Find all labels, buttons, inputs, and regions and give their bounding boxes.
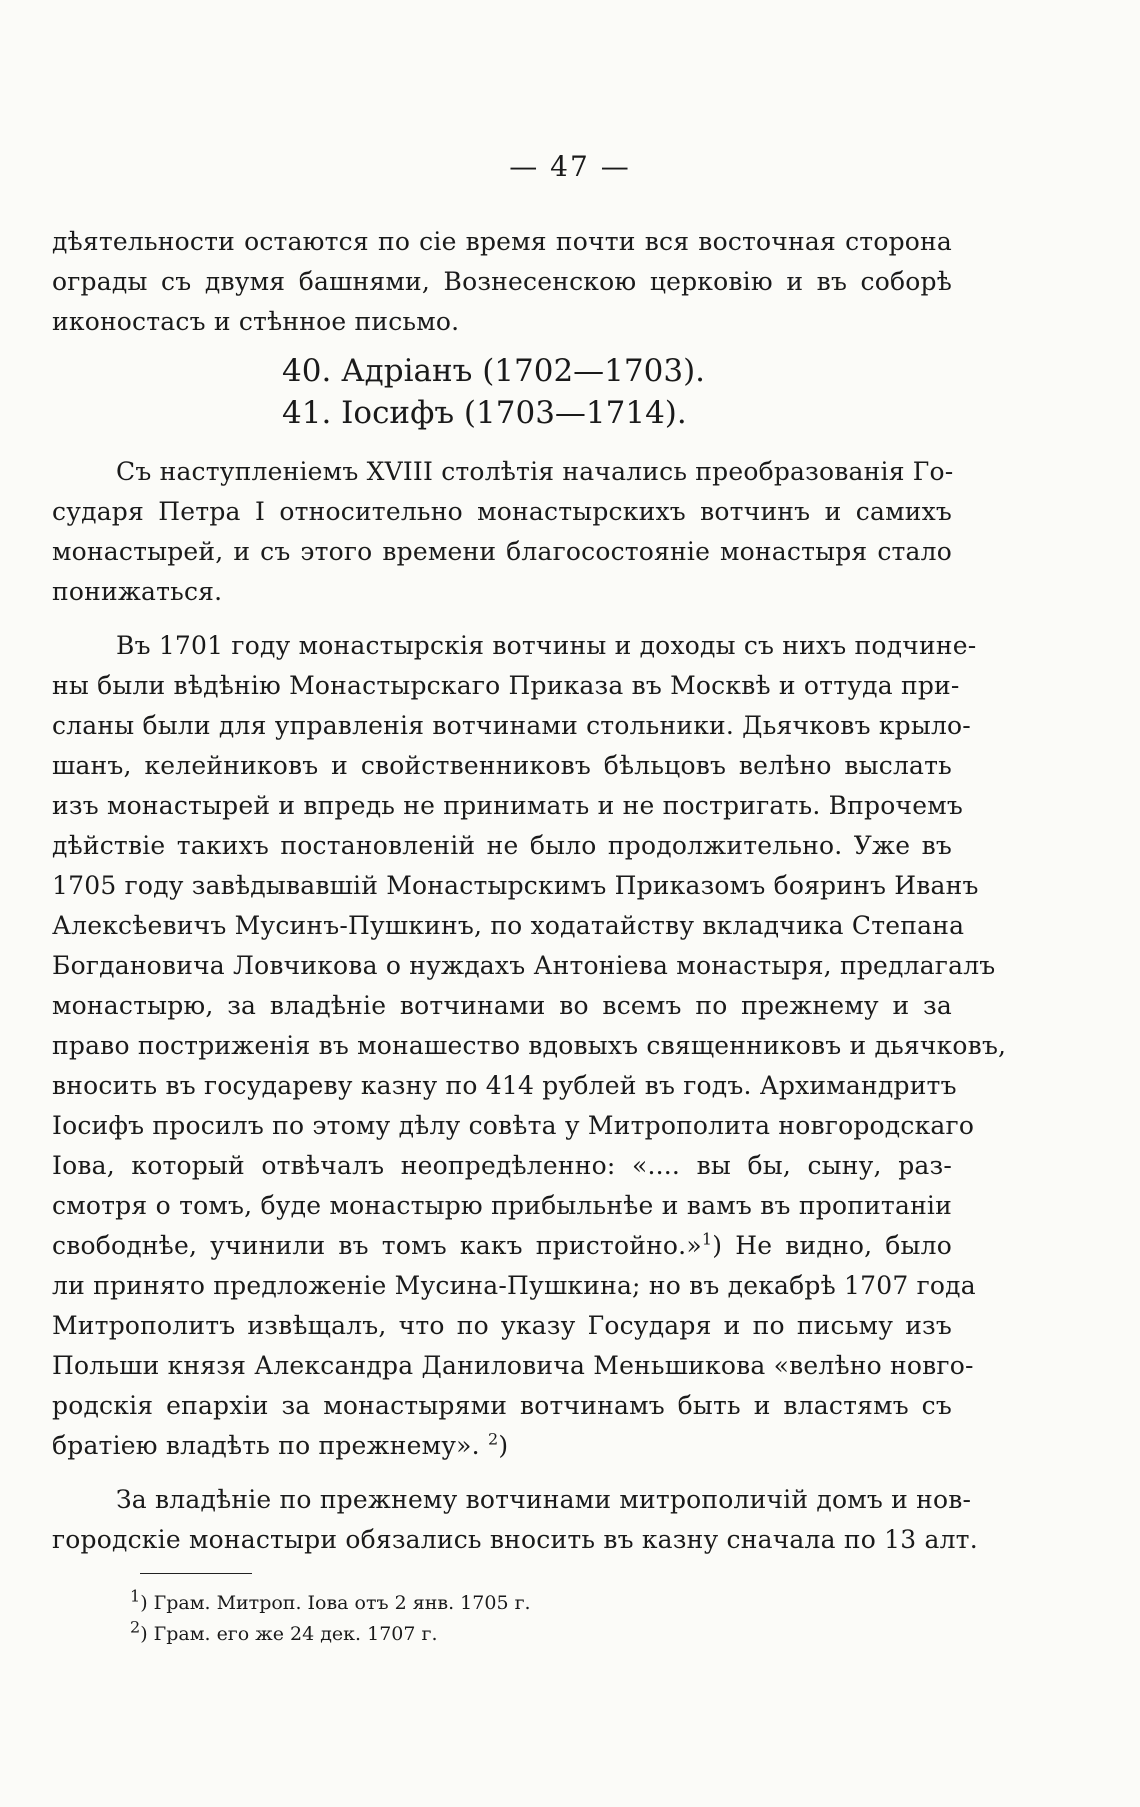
footnote-marker: 1 [701, 1229, 713, 1249]
text-line: понижаться. [52, 577, 223, 606]
text-line: монастырей, и съ этого времени благосостояніе монастыря стало [52, 537, 952, 566]
text-segment: ) [498, 1431, 509, 1460]
text-line: ны были вѣдѣнію Монастырскаго Приказа въ Москвѣ и оттуда при- [52, 671, 960, 700]
text-line: шанъ, келейниковъ и свойственниковъ бѣльцовъ велѣно выслать [52, 751, 952, 780]
footnote-1 [130, 1588, 531, 1619]
footnote-divider [140, 1573, 252, 1574]
footnote-text: ) Грам. Митроп. Іова отъ 2 янв. 1705 г. [140, 1592, 531, 1614]
text-line: Алексѣевичъ Мусинъ-Пушкинъ, по ходатайству вкладчика Степана [52, 911, 965, 940]
text-line: вносить въ государеву казну по 414 рублей въ годъ. Архимандритъ [52, 1071, 957, 1100]
text-line: 1705 году завѣдывавшій Монастырскимъ Приказомъ бояринъ Иванъ [52, 871, 979, 900]
text-line: За владѣніе по прежнему вотчинами митрополичій домъ и нов- [116, 1485, 972, 1514]
text-line: Польши князя Александра Даниловича Меньшикова «велѣно новго- [52, 1351, 974, 1380]
text-line-with-footnote [52, 1426, 952, 1466]
text-line: изъ монастырей и впредь не принимать и не постригать. Впрочемъ [52, 791, 963, 820]
footnote-marker: 1 [130, 1586, 141, 1606]
footnote-text: ) Грам. его же 24 дек. 1707 г. [140, 1623, 438, 1645]
text-segment: ) Не видно, было [712, 1231, 952, 1260]
footnote-marker: 2 [487, 1429, 499, 1449]
text-line: дѣйствіе такихъ постановленій не было продолжительно. Уже въ [52, 831, 952, 860]
footnote-marker: 2 [130, 1617, 141, 1637]
text-line: право постриженія въ монашество вдовыхъ священниковъ и дьячковъ, [52, 1031, 1007, 1060]
text-line: ограды съ двумя башнями, Вознесенскою церковію и въ соборѣ [52, 267, 952, 296]
text-line: городскіе монастыри обязались вносить въ казну сначала по 13 алт. [52, 1525, 978, 1554]
text-line: монастырю, за владѣніе вотчинами во всемъ по прежнему и за [52, 991, 952, 1020]
text-line: родскія епархіи за монастырями вотчинамъ быть и властямъ съ [52, 1391, 952, 1420]
text-line: иконостасъ и стѣнное письмо. [52, 307, 460, 336]
footnote-2 [130, 1619, 531, 1650]
body-text [52, 222, 1007, 1560]
text-segment: свободнѣе, учинили въ томъ какъ пристойно.» [52, 1231, 702, 1260]
footnotes [130, 1588, 531, 1650]
text-line: смотря о томъ, буде монастырю прибыльнѣе и вамъ въ пропитаніи [52, 1191, 952, 1220]
text-line: Іосифъ просилъ по этому дѣлу совѣта у Митрополита новгородскаго [52, 1111, 975, 1140]
text-line: Іова, который отвѣчалъ неопредѣленно: «.... вы бы, сыну, раз- [52, 1151, 952, 1180]
page-number: — 47 — [509, 150, 631, 183]
text-line-with-footnote [52, 1226, 952, 1266]
text-segment: братіею владѣть по прежнему». [52, 1431, 480, 1460]
text-line: Богдановича Ловчикова о нуждахъ Антоніева монастыря, предлагалъ [52, 951, 996, 980]
text-line: дѣятельности остаются по сіе время почти вся восточная сторона [52, 227, 952, 256]
text-line: Съ наступленіемъ XVIII столѣтія начались преобразованія Го- [116, 457, 954, 486]
section-heading-40: 40. Адріанъ (1702—1703). [282, 353, 706, 389]
text-line: сударя Петра I относительно монастырскихъ вотчинъ и самихъ [52, 497, 952, 526]
text-line: Въ 1701 году монастырскія вотчины и доходы съ нихъ подчине- [116, 631, 977, 660]
section-heading-41: 41. Іосифъ (1703—1714). [282, 395, 687, 431]
text-line: ли принято предложеніе Мусина-Пушкина; но въ декабрѣ 1707 года [52, 1271, 976, 1300]
text-line: сланы были для управленія вотчинами стольники. Дьячковъ крыло- [52, 711, 971, 740]
text-line: Митрополитъ извѣщалъ, что по указу Государя и по письму изъ [52, 1311, 952, 1340]
